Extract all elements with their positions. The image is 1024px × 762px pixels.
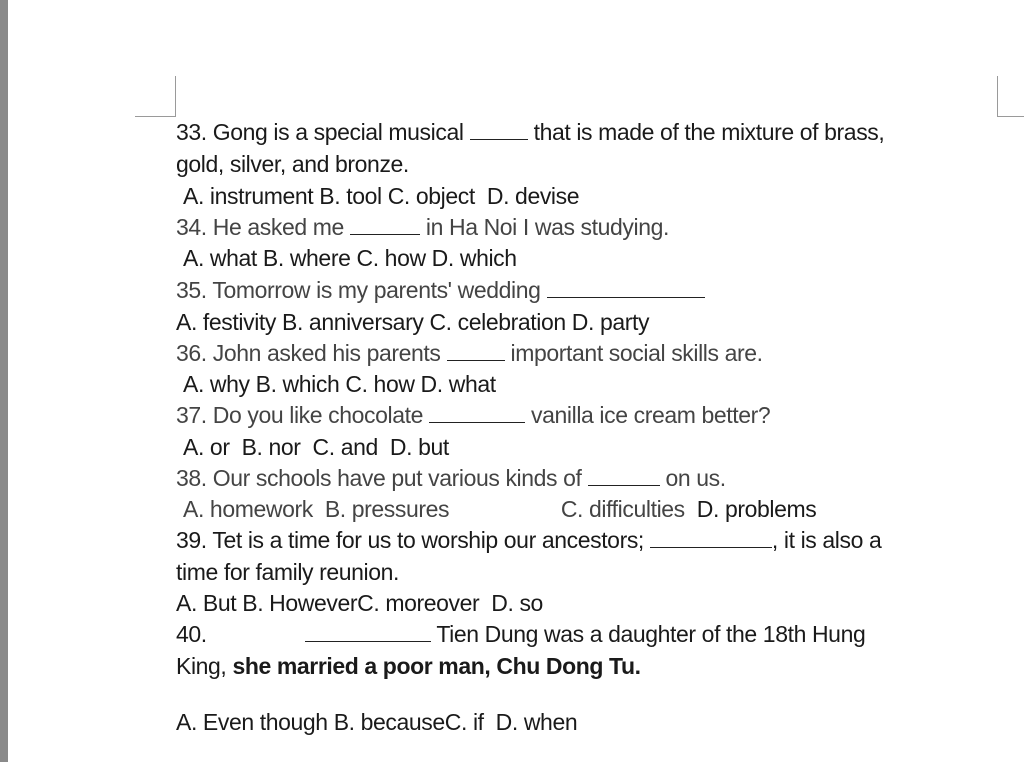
option-a: A. why [183,371,250,397]
question-40-line-1: 40. Tien Dung was a daughter of the 18th Hung [176,621,866,647]
option-d: D. which [431,245,517,271]
option-a: A. festivity [176,309,277,335]
question-38-options [183,495,816,523]
question-36-options [183,370,496,398]
question-39-options [176,589,543,617]
answer-blank [650,528,772,548]
answer-blank [429,403,525,423]
option-a: A. Even though [176,709,328,735]
question-39-line-1: 39. Tet is a time for us to worship our ancestors; , it is also a [176,527,882,553]
question-36-line-1: 36. John asked his parents important social skills are. [176,340,763,366]
option-d: D. when [495,709,578,735]
question-34-options [183,244,517,272]
option-b: B. HoweverC. moreover [242,590,480,616]
option-d: D. problems [696,496,817,522]
option-a: A. or [183,434,230,460]
option-a: A. homework [183,496,313,522]
answer-blank [350,215,420,235]
option-d: D. devise [486,183,580,209]
answer-blank [470,120,528,140]
question-35-line-1: 35. Tomorrow is my parents' wedding [176,276,705,304]
option-d: D. party [571,309,650,335]
option-a: A. what [183,245,257,271]
question-33-line-1: 33. Gong is a special musical that is made of the mixture of brass, [176,119,885,145]
option-b: B. pressures [324,496,450,522]
option-c: C. difficulties [560,496,685,522]
question-40-options [176,708,577,736]
answer-blank [588,466,660,486]
answer-blank [447,341,505,361]
question-33-line-2: gold, silver, and bronze. [176,151,409,177]
option-c: C. how [345,371,415,397]
question-38-line-1: 38. Our schools have put various kinds of on us. [176,465,726,491]
question-35-options [176,308,649,336]
question-40-line-2: King, she married a poor man, Chu Dong Tu. [176,653,641,679]
option-b: B. nor [241,434,301,460]
option-b: B. anniversary [282,309,424,335]
question-39-line-2: time for family reunion. [176,559,400,585]
question-33-options [183,182,579,210]
option-b: B. which [255,371,340,397]
question-37-line-1: 37. Do you like chocolate vanilla ice cream better? [176,402,771,428]
option-c: C. and [312,434,378,460]
option-c: C. object [387,183,475,209]
option-b: B. becauseC. if [333,709,484,735]
option-c: C. how [356,245,426,271]
question-37-options [183,433,449,461]
option-c: C. celebration [429,309,566,335]
answer-blank [547,278,705,298]
option-b: B. tool [319,183,382,209]
option-d: D. what [420,371,496,397]
option-d: D. so [491,590,543,616]
option-a: A. But [176,590,237,616]
option-d: D. but [389,434,449,460]
option-a: A. instrument [183,183,314,209]
option-b: B. where [262,245,351,271]
question-34-line-1: 34. He asked me in Ha Noi I was studying. [176,214,670,240]
answer-blank [305,622,431,642]
